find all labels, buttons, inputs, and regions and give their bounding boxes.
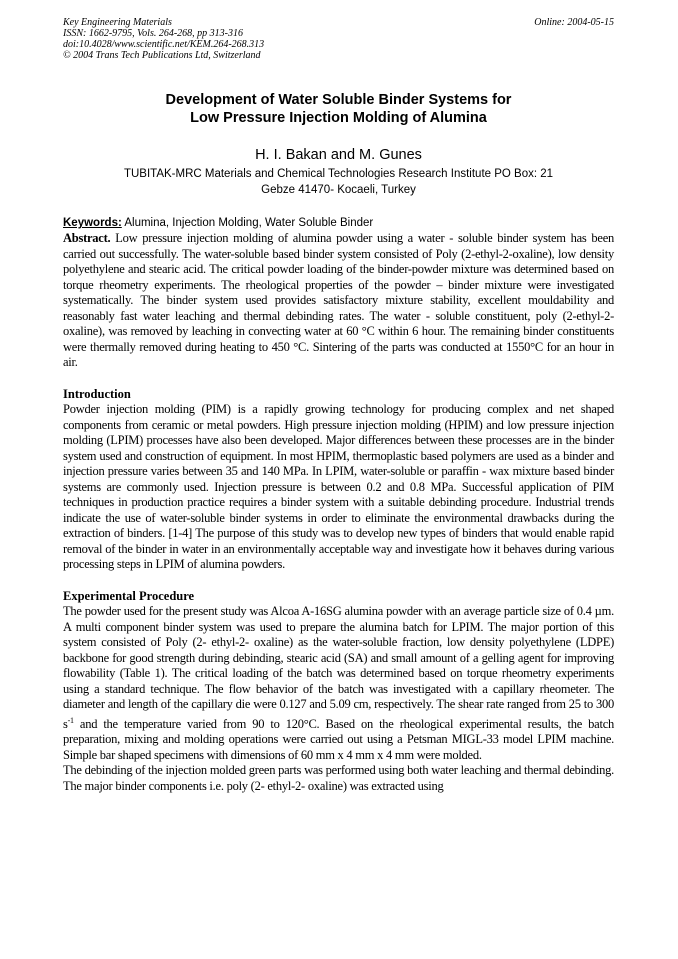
journal-name: Key Engineering Materials xyxy=(63,17,172,28)
shear-rate-exponent: -1 xyxy=(67,715,74,725)
debinding-text: The debinding of the injection molded green parts was performed using both water leaching and thermal debinding. The major binder components i.e. poly (2- ethyl-2- oxaline) was extracted using xyxy=(63,763,614,793)
abstract-label: Abstract. xyxy=(63,231,111,245)
authors: H. I. Bakan and M. Gunes xyxy=(255,147,422,163)
experimental-heading: Experimental Procedure xyxy=(63,588,195,603)
experimental-text-part-1: The powder used for the present study was Alcoa A-16SG alumina powder with an average particle size of 0.4 µm. A multi component binder system was used to prepare the alumina batch for LPIM. The major portion of this system consisted of Poly (2- ethyl-2- oxaline) as the water-soluble fraction, low density polyethylene (LDPE) backbone for good strength during debinding, stearic acid (SA) and small amount of a gelling agent for improving flowability (Table 1). The critical loading of the batch was determined based on torque rheometry experiments using a standard technique. The flow behavior of the batch was investigated with a capillary rheometer. The diameter and length of the capillary die were 0.127 and 5.09 cm, respectively. The shear rate ranged from 25 to 300 s xyxy=(63,604,614,731)
keywords-list: Alumina, Injection Molding, Water Soluble Binder xyxy=(124,217,374,229)
experimental-text xyxy=(63,604,614,763)
paper-page xyxy=(63,17,614,794)
title-line-2: Low Pressure Injection Molding of Alumina xyxy=(190,110,487,126)
keywords xyxy=(63,216,614,231)
copyright-line: © 2004 Trans Tech Publications Ltd, Switzerland xyxy=(63,50,261,61)
online-date: Online: 2004-05-15 xyxy=(534,17,614,28)
affiliation-line-2: Gebze 41470- Kocaeli, Turkey xyxy=(261,184,416,196)
title-line-1: Development of Water Soluble Binder Systems for xyxy=(165,92,512,108)
paper-title xyxy=(63,91,614,127)
doi-line: doi:10.4028/www.scientific.net/KEM.264-268.313 xyxy=(63,39,265,50)
keywords-label: Keywords: xyxy=(63,217,122,229)
introduction-heading: Introduction xyxy=(63,386,131,401)
introduction-text: Powder injection molding (PIM) is a rapidly growing technology for producing complex and net shaped components from ceramic or metal powders. High pressure injection molding (HPIM) and low pressure injection molding (LPIM) processes have also been developed. Major differences between these processes are in the binder system used and construction of equipment. In most HPIM, thermoplastic based polymers are used as a binder and injection pressure varies between 35 and 140 MPa. In LPIM, water-soluble or paraffin - wax mixture based binder systems are commonly used. Injection pressure is between 0.2 and 0.8 MPa. Successful application of PIM techniques in production practice requires a binder system with a suitable debinding procedure. Industrial trends indicate the use of water-soluble binder systems in order to eliminate the environmental drawbacks during the extraction of binders. [1-4] The purpose of this study was to develop new types of binders that would enable rapid removal of the binder in water in an environmentally acceptable way and investigate how it behaves during various processing steps in LPIM of alumina powders. xyxy=(63,402,614,571)
abstract-text: Low pressure injection molding of alumina powder using a water - soluble binder system has been carried out successfully. The water-soluble based binder system consisted of Poly (2-ethyl-2-oxaline), low density polyethylene and stearic acid. The critical powder loading of the binder-powder mixture was determined based on torque rheometry experiments. The rheological properties of the powder – binder mixture were investigated systematically. The binder system used provides satisfactory mixture stability, excellent mouldability and reasonably fast water leaching and thermal debinding rates. The water - soluble constituent, poly (2-ethyl-2-oxaline), was removed by leaching in convecting water at 60 °C within 6 hour. The remaining binder constituents were thermally removed during heating to 450 °C. Sintering of the parts was conducted at 1550°C for an hour in air. xyxy=(63,231,615,369)
journal-header xyxy=(63,17,614,61)
affiliation-line-1: TUBITAK-MRC Materials and Chemical Technologies Research Institute PO Box: 21 xyxy=(123,168,554,180)
experimental-text-part-2: and the temperature varied from 90 to 120°C. Based on the rheological experimental results, the batch preparation, mixing and molding operations were carried out using a Petsman MIGL-33 model LPIM machine. Simple bar shaped specimens with dimensions of 60 mm x 4 mm x 4 mm were molded. xyxy=(63,716,614,762)
abstract xyxy=(63,231,614,371)
issn-line: ISSN: 1662-9795, Vols. 264-268, pp 313-316 xyxy=(63,28,243,39)
affiliation xyxy=(63,166,614,198)
